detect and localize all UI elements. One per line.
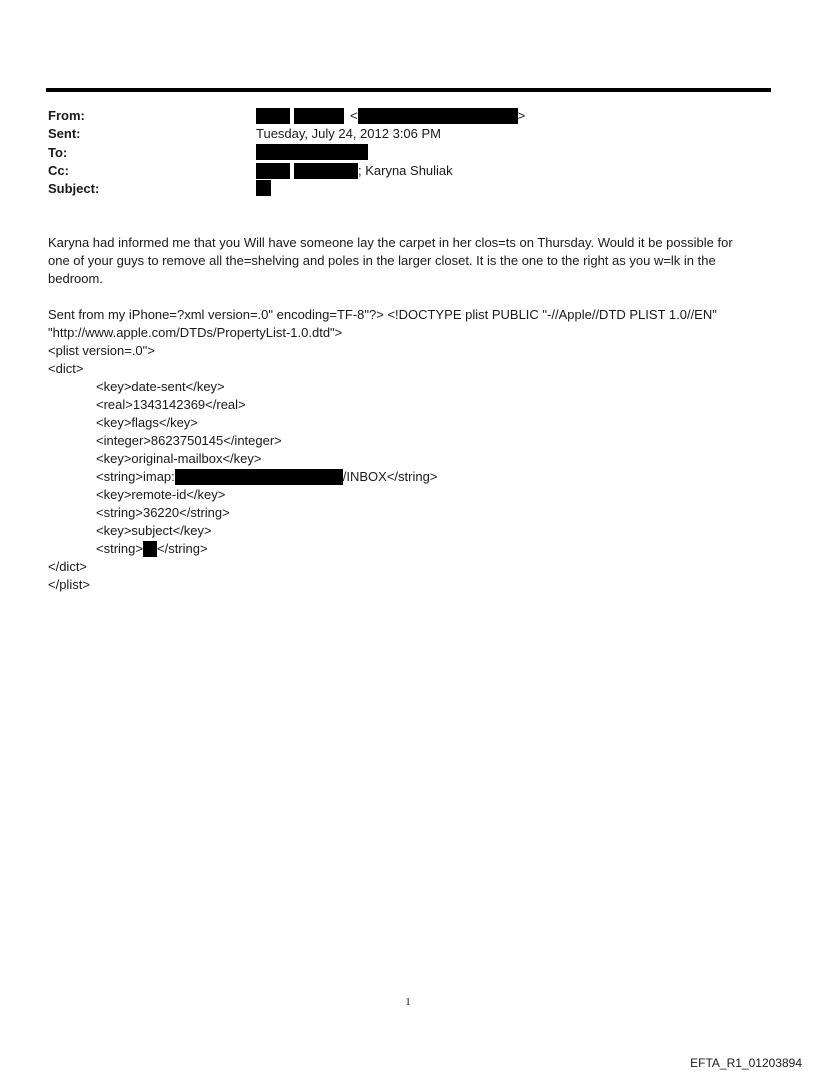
from-close-bracket: > bbox=[517, 108, 526, 123]
subject-value bbox=[256, 180, 271, 196]
redaction bbox=[358, 108, 518, 124]
to-label: To: bbox=[48, 145, 68, 160]
redaction bbox=[294, 163, 358, 179]
redaction bbox=[256, 144, 368, 160]
text-line: one of your guys to remove all the=shelving and poles in the larger closet. It is the one to the right as you w=lk in the bbox=[48, 253, 716, 268]
from-label: From: bbox=[48, 108, 85, 123]
text-line: <dict> bbox=[48, 361, 84, 376]
from-value bbox=[256, 107, 525, 125]
subject-label: Subject: bbox=[48, 181, 100, 196]
text-line: <real>1343142369</real> bbox=[96, 397, 246, 412]
text-line: </dict> bbox=[48, 559, 88, 574]
sent-value: Tuesday, July 24, 2012 3:06 PM bbox=[256, 126, 441, 141]
cc-suffix: ; Karyna Shuliak bbox=[358, 163, 453, 178]
message-paragraph bbox=[48, 234, 773, 288]
text-line bbox=[48, 468, 773, 486]
text-line bbox=[48, 540, 773, 558]
text-line: <integer>8623750145</integer> bbox=[96, 433, 282, 448]
to-value bbox=[256, 144, 368, 160]
from-open-bracket: < bbox=[350, 108, 358, 123]
text-line: <plist version=.0"> bbox=[48, 343, 155, 358]
cc-value bbox=[256, 162, 453, 180]
redaction bbox=[294, 108, 344, 124]
text-line: <key>remote-id</key> bbox=[96, 487, 226, 502]
redaction bbox=[175, 469, 343, 485]
text-fragment: <string> bbox=[96, 541, 143, 556]
sent-label: Sent: bbox=[48, 126, 81, 141]
header-rule bbox=[46, 88, 771, 92]
redaction bbox=[256, 180, 271, 196]
redaction bbox=[256, 163, 290, 179]
text-line: <key>date-sent</key> bbox=[96, 379, 225, 394]
redaction bbox=[256, 108, 290, 124]
document-id: EFTA_R1_01203894 bbox=[690, 1056, 802, 1070]
text-fragment: </string> bbox=[156, 541, 208, 556]
text-fragment: /INBOX</string> bbox=[342, 469, 438, 484]
text-line: <key>subject</key> bbox=[96, 523, 212, 538]
text-line: <key>flags</key> bbox=[96, 415, 198, 430]
redaction bbox=[143, 541, 157, 557]
text-line: <string>36220</string> bbox=[96, 505, 230, 520]
text-line: Sent from my iPhone=?xml version=.0" encoding=TF-8"?> <!DOCTYPE plist PUBLIC "-//Apple//DTD PLIST 1.0//EN" bbox=[48, 307, 717, 322]
page-number: 1 bbox=[405, 996, 411, 1008]
text-line: Karyna had informed me that you Will have someone lay the carpet in her clos=ts on Thursday. Would it be possible for bbox=[48, 235, 733, 250]
text-line: bedroom. bbox=[48, 271, 103, 286]
text-line: <key>original-mailbox</key> bbox=[96, 451, 262, 466]
plist-block bbox=[48, 306, 773, 594]
text-fragment: <string>imap: bbox=[96, 469, 175, 484]
text-line: "http://www.apple.com/DTDs/PropertyList-1.0.dtd"> bbox=[48, 325, 343, 340]
cc-label: Cc: bbox=[48, 163, 69, 178]
text-line: </plist> bbox=[48, 577, 90, 592]
